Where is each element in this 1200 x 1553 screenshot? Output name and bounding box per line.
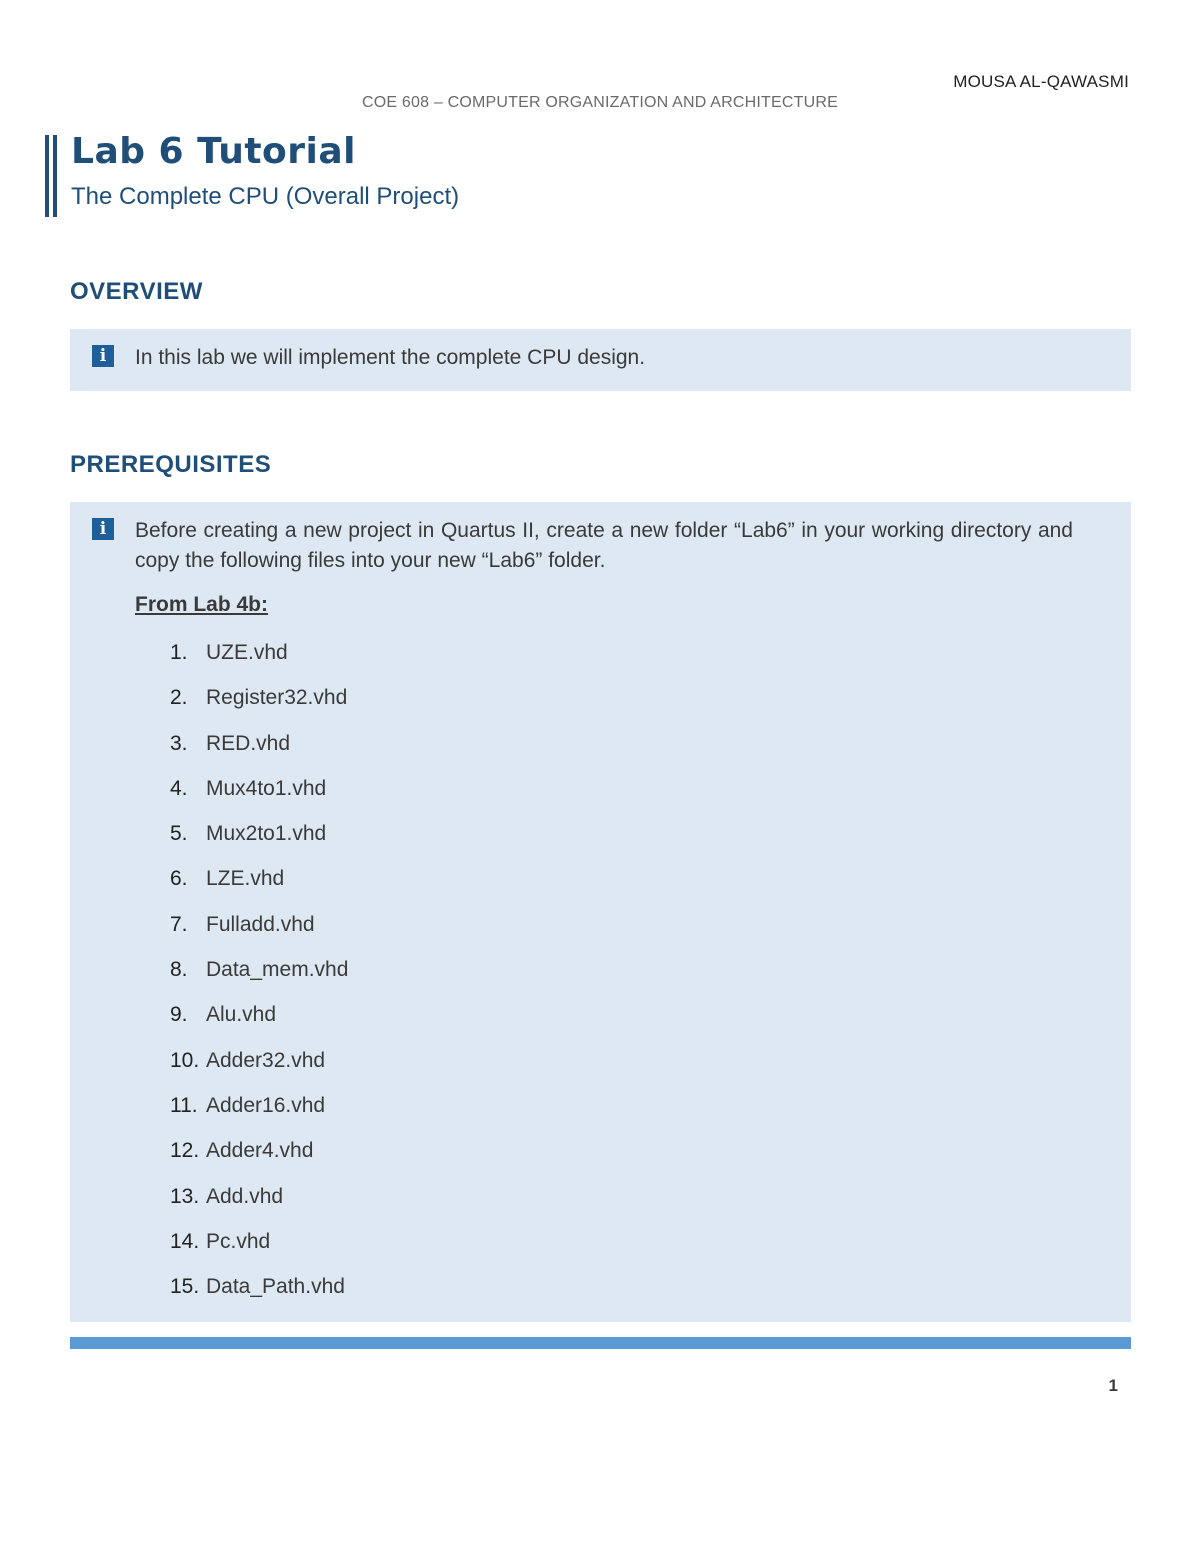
list-item <box>170 638 348 683</box>
file-list <box>170 638 348 1317</box>
list-item <box>170 1182 348 1227</box>
prerequisites-callout <box>70 502 1131 1322</box>
file-name: LZE.vhd <box>206 867 285 891</box>
page-subtitle: The Complete CPU (Overall Project) <box>71 183 460 210</box>
list-item-number: 5. <box>170 822 188 846</box>
list-item <box>170 683 348 728</box>
list-item <box>170 1000 348 1045</box>
footer-rule <box>70 1337 1131 1349</box>
list-item-number: 11. <box>170 1093 198 1117</box>
info-icon: i <box>92 518 114 540</box>
info-icon: i <box>92 345 114 367</box>
page-number: 1 <box>1108 1376 1118 1395</box>
course-header: COE 608 – COMPUTER ORGANIZATION AND ARCHITECTURE <box>361 94 839 111</box>
from-lab-label: From Lab 4b: <box>135 593 269 616</box>
list-item <box>170 819 348 864</box>
list-item <box>170 864 348 909</box>
file-name: Adder4.vhd <box>206 1139 314 1163</box>
file-name: Alu.vhd <box>206 1003 277 1027</box>
file-name: Add.vhd <box>206 1184 284 1208</box>
overview-heading: OVERVIEW <box>70 278 203 305</box>
list-item-number: 3. <box>170 731 188 755</box>
list-item-number: 10. <box>170 1048 200 1072</box>
list-item <box>170 1136 348 1181</box>
author-name: MOUSA AL-QAWASMI <box>953 72 1129 91</box>
list-item <box>170 774 348 819</box>
list-item-number: 6. <box>170 867 188 891</box>
title-accent-bar <box>53 135 57 217</box>
list-item-number: 4. <box>170 776 188 800</box>
list-item <box>170 955 348 1000</box>
file-name: Data_mem.vhd <box>206 958 349 982</box>
file-name: Mux2to1.vhd <box>206 822 327 846</box>
overview-callout <box>70 329 1131 391</box>
list-item-number: 14. <box>170 1229 200 1253</box>
list-item <box>170 1091 348 1136</box>
prerequisites-heading: PREREQUISITES <box>70 451 272 478</box>
title-accent-bar <box>45 135 49 217</box>
title-block <box>45 131 745 219</box>
list-item <box>170 1272 348 1317</box>
file-name: Pc.vhd <box>206 1229 271 1253</box>
list-item <box>170 910 348 955</box>
file-name: RED.vhd <box>206 731 291 755</box>
list-item-number: 13. <box>170 1184 200 1208</box>
list-item-number: 1. <box>170 641 188 664</box>
prerequisites-intro: Before creating a new project in Quartus II, create a new folder “Lab6” in your working directory and copy the following files into your new “Lab6” folder. <box>135 519 1073 572</box>
list-item-number: 9. <box>170 1003 188 1027</box>
list-item-number: 15. <box>170 1275 200 1299</box>
list-item <box>170 1227 348 1272</box>
file-name: Register32.vhd <box>206 686 348 710</box>
list-item-number: 7. <box>170 912 188 936</box>
list-item <box>170 729 348 774</box>
list-item-number: 8. <box>170 958 188 982</box>
file-name: UZE.vhd <box>206 641 288 664</box>
list-item-number: 12. <box>170 1139 200 1163</box>
list-item-number: 2. <box>170 686 188 710</box>
file-name: Mux4to1.vhd <box>206 776 327 800</box>
file-name: Fulladd.vhd <box>206 912 315 936</box>
page-title: Lab 6 Tutorial <box>71 131 357 172</box>
overview-text: In this lab we will implement the complete CPU design. <box>135 346 646 369</box>
file-name: Adder32.vhd <box>206 1048 326 1072</box>
file-name: Data_Path.vhd <box>206 1275 345 1299</box>
list-item <box>170 1046 348 1091</box>
file-name: Adder16.vhd <box>206 1093 326 1117</box>
